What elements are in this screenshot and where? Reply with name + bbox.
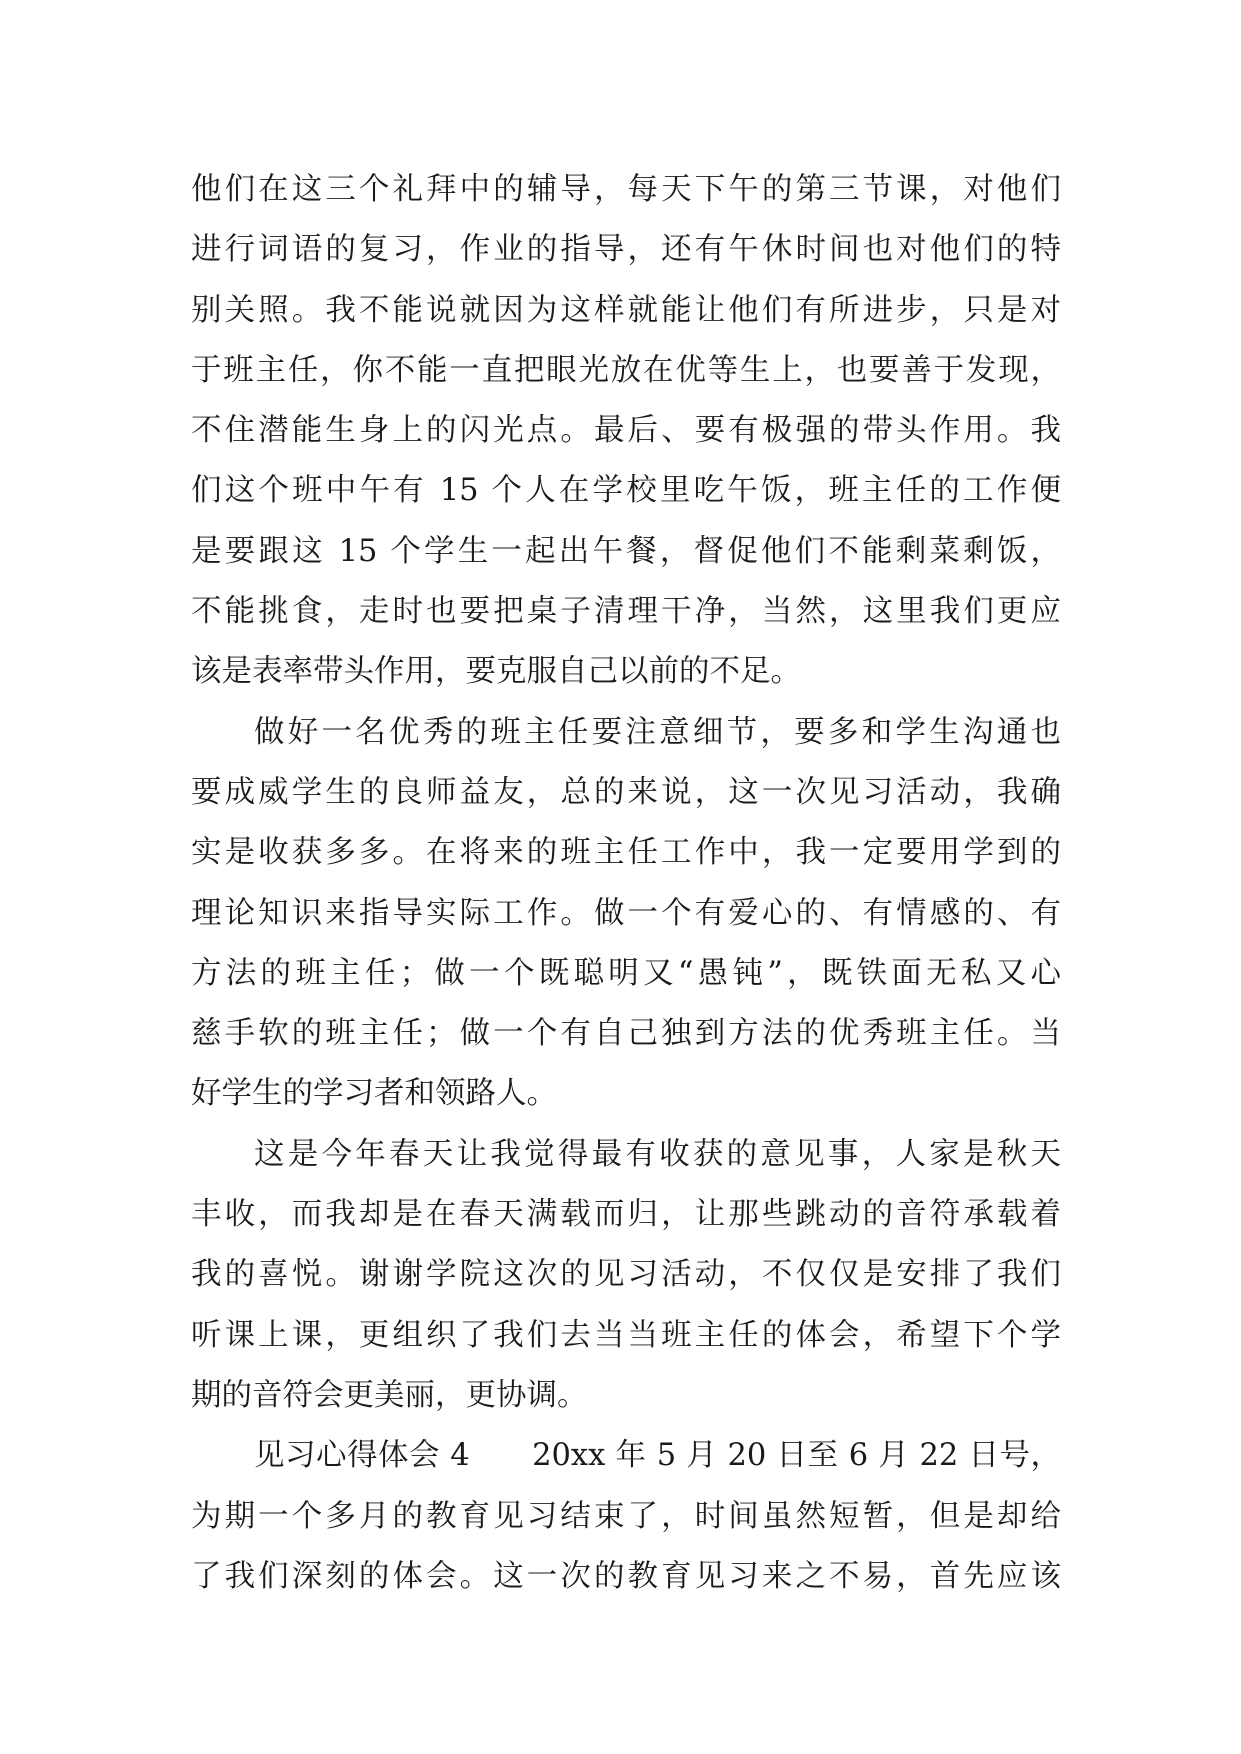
text-line: 是要跟这 15 个学生一起出午餐，督促他们不能剩菜剩饭，	[191, 533, 1061, 569]
text-line: 不能挑食，走时也要把桌子清理干净，当然，这里我们更应	[191, 594, 1061, 630]
paragraph-first-line: 见习心得体会 4 20xx 年 5 月 20 日至 6 月 22 日号，	[254, 1438, 1061, 1474]
text-line: 进行词语的复习，作业的指导，还有午休时间也对他们的特	[191, 232, 1061, 268]
text-line: 不住潜能生身上的闪光点。最后、要有极强的带头作用。我	[191, 413, 1061, 449]
text-line: 慈手软的班主任；做一个有自己独到方法的优秀班主任。当	[191, 1016, 1061, 1052]
document-body	[191, 160, 1061, 1607]
text-line: 别关照。我不能说就因为这样就能让他们有所进步，只是对	[191, 292, 1061, 328]
paragraph-first-line: 这是今年春天让我觉得最有收获的意见事，人家是秋天	[254, 1136, 1061, 1172]
text-line: 期的音符会更美丽，更协调。	[191, 1377, 588, 1413]
text-line: 好学生的学习者和领路人。	[191, 1076, 557, 1112]
text-line: 丰收，而我却是在春天满载而归，让那些跳动的音符承载着	[191, 1197, 1061, 1233]
text-line: 该是表率带头作用，要克服自己以前的不足。	[191, 654, 801, 690]
text-line: 实是收获多多。在将来的班主任工作中，我一定要用学到的	[191, 835, 1061, 871]
text-line: 于班主任，你不能一直把眼光放在优等生上，也要善于发现，	[191, 352, 1061, 388]
text-line: 听课上课，更组织了我们去当当班主任的体会，希望下个学	[191, 1317, 1061, 1353]
text-line: 理论知识来指导实际工作。做一个有爱心的、有情感的、有	[191, 895, 1061, 931]
text-line: 我的喜悦。谢谢学院这次的见习活动，不仅仅是安排了我们	[191, 1257, 1061, 1293]
text-line: 们这个班中午有 15 个人在学校里吃午饭，班主任的工作便	[191, 473, 1061, 509]
paragraph-first-line: 做好一名优秀的班主任要注意细节，要多和学生沟通也	[254, 714, 1061, 750]
text-line: 他们在这三个礼拜中的辅导，每天下午的第三节课，对他们	[191, 172, 1061, 207]
text-line: 方法的班主任；做一个既聪明又“愚钝”，既铁面无私又心	[191, 955, 1061, 991]
text-line: 为期一个多月的教育见习结束了，时间虽然短暂，但是却给	[191, 1498, 1061, 1534]
text-line: 要成威学生的良师益友，总的来说，这一次见习活动，我确	[191, 774, 1061, 810]
text-line: 了我们深刻的体会。这一次的教育见习来之不易，首先应该	[191, 1558, 1061, 1594]
